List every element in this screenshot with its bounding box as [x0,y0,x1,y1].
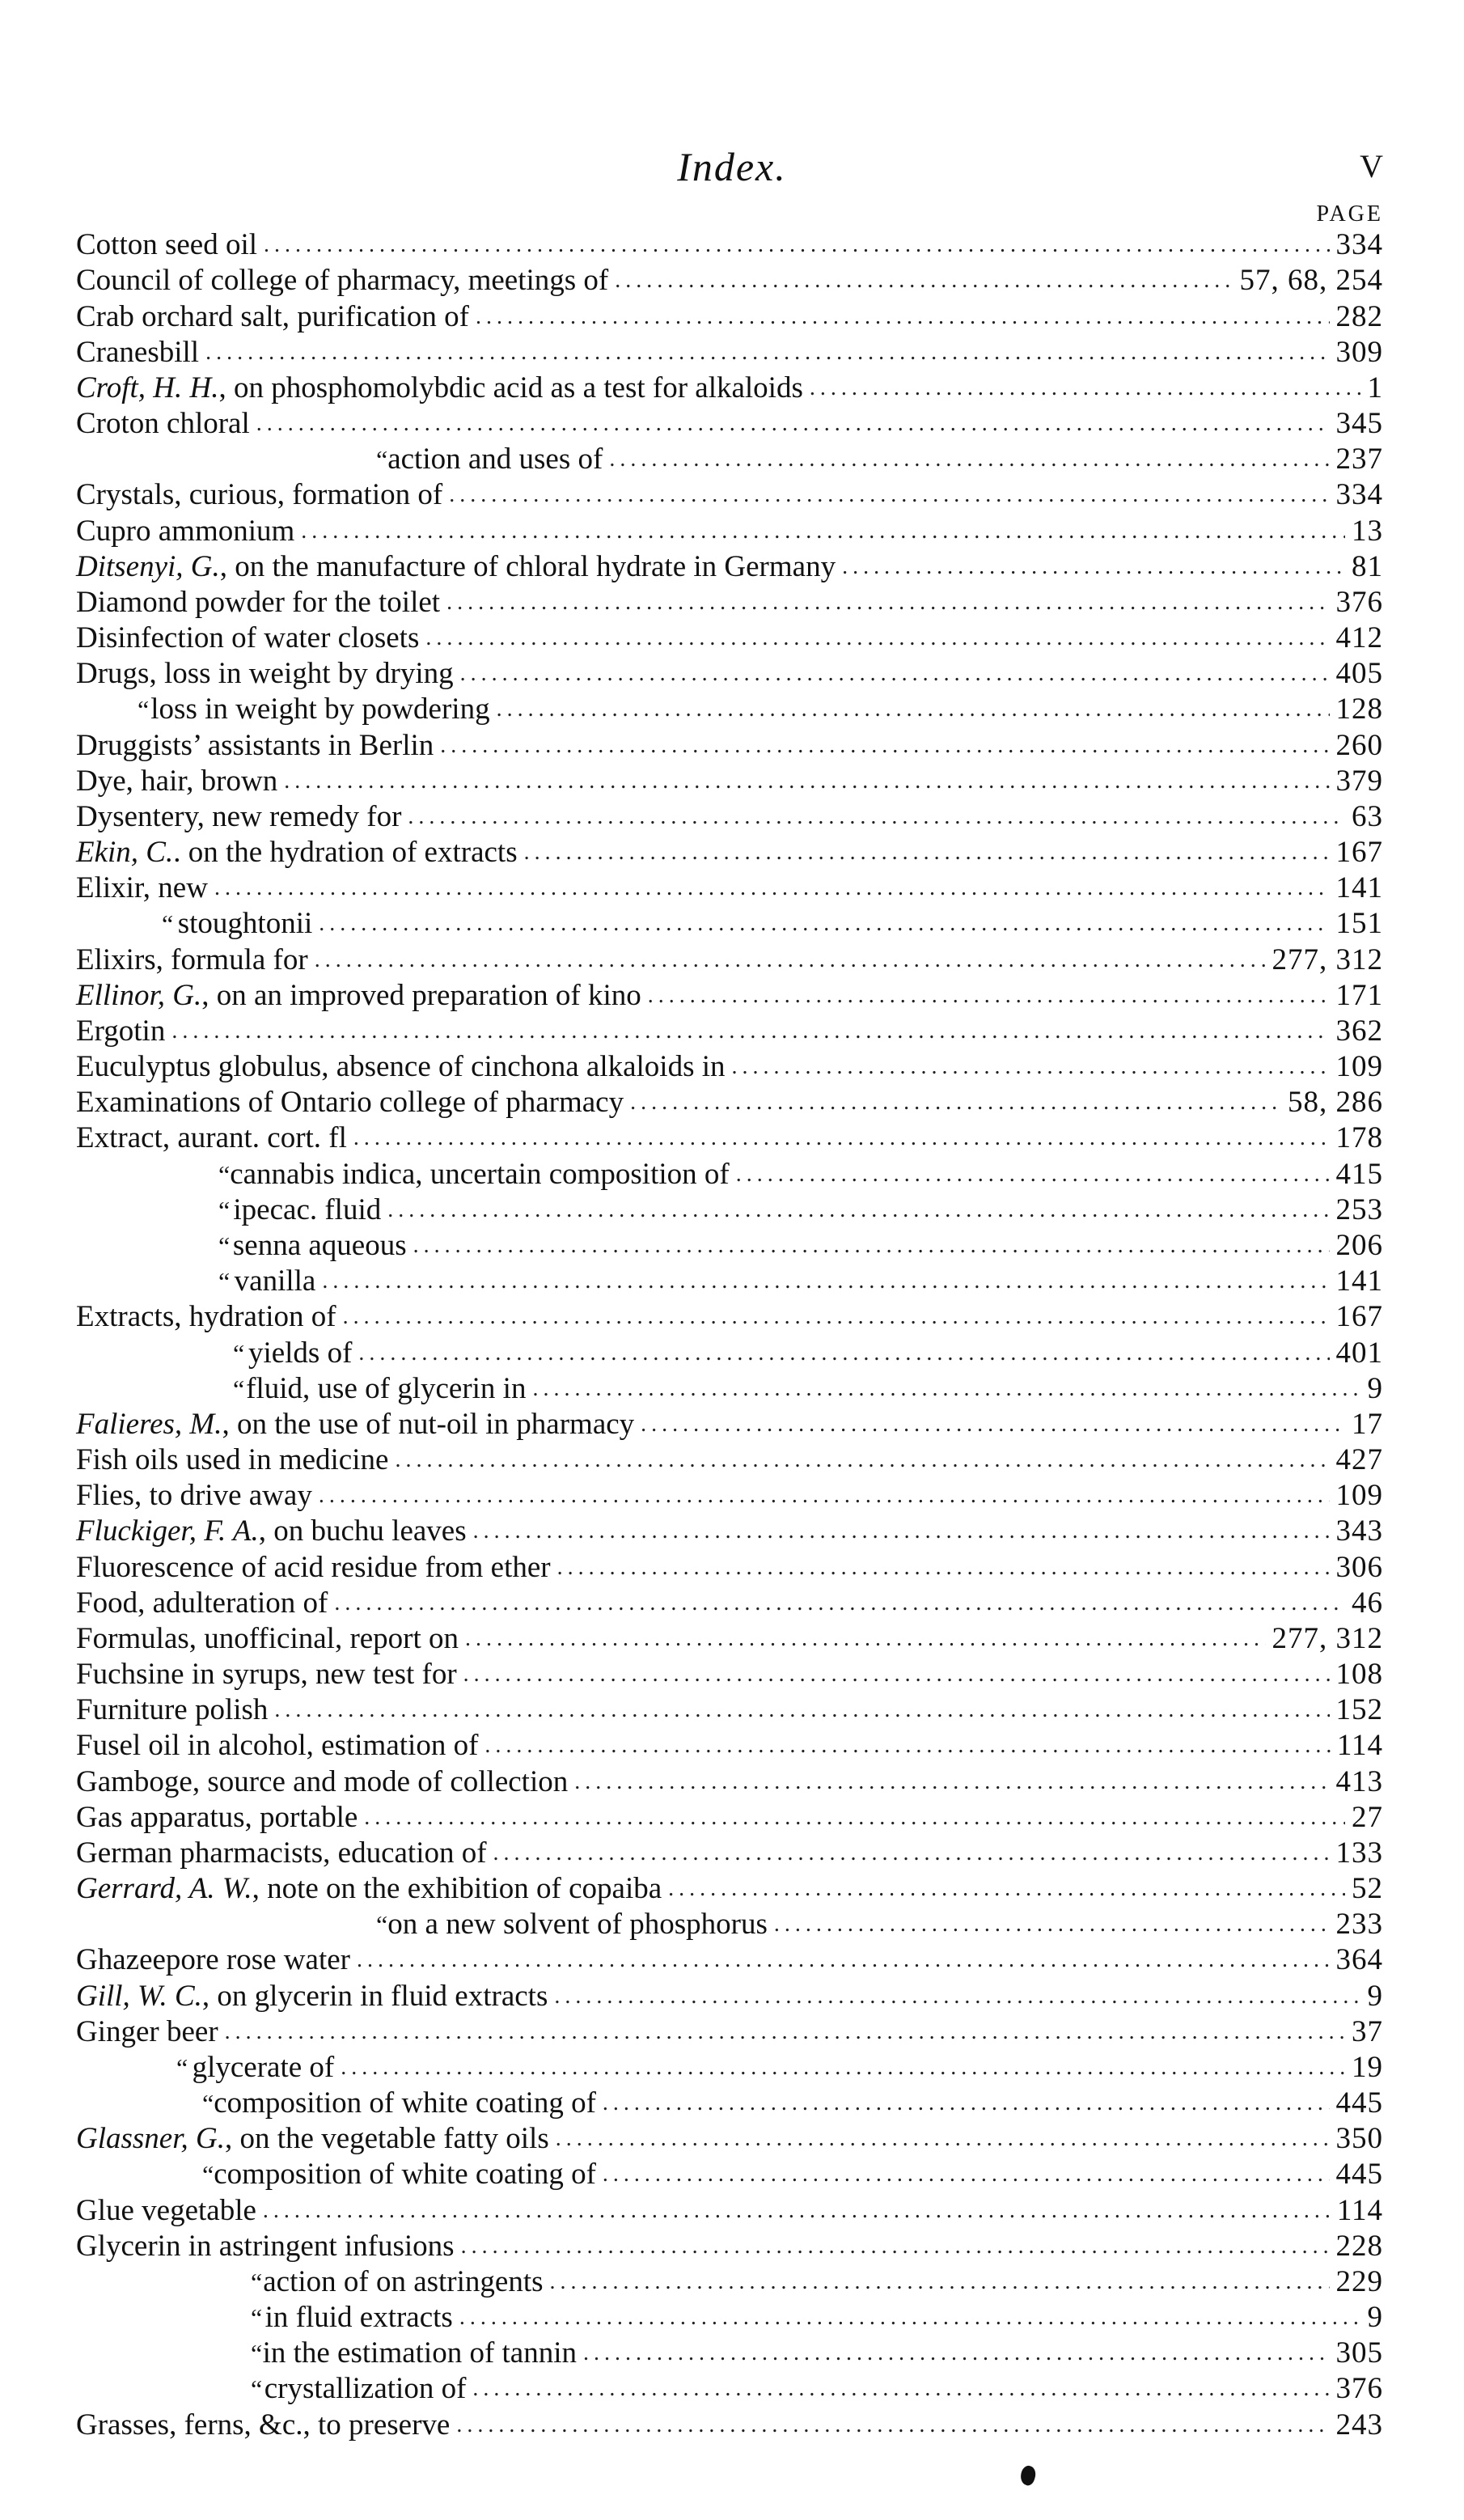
dot-leader [609,442,1329,477]
entry-text: Flies, to drive away [76,1479,312,1513]
entry-page-numbers: 350 [1335,2122,1383,2156]
dot-leader [472,2371,1329,2407]
index-entry [0,1407,1383,1442]
dot-leader [171,1014,1329,1049]
dot-leader [395,1442,1329,1478]
page-column-heading: PAGE [1316,201,1383,227]
dot-leader [264,227,1329,263]
entry-page-numbers: 412 [1335,621,1383,655]
entry-page-numbers: 152 [1335,1693,1383,1727]
entry-author-name: Fluckiger, F. A. [76,1514,259,1548]
entry-page-numbers: 37 [1352,2014,1383,2048]
entry-page-numbers: 376 [1335,2372,1383,2406]
entry-text: Elixir, new [76,871,208,905]
entry-page-numbers: 114 [1336,2193,1383,2227]
entry-text: in the estimation of tannin [262,2336,578,2370]
index-entry [0,799,1383,835]
dot-leader [256,406,1330,442]
dot-leader [736,1157,1330,1192]
entry-text: , on glycerin in fluid extracts [201,1979,548,2013]
dot-leader [774,1907,1330,1942]
dot-leader [615,263,1233,299]
entry-page-numbers: 63 [1352,799,1383,833]
entry-text: Cupro ammonium [76,514,295,548]
index-entry [0,2192,1383,2228]
entry-page-numbers: 19 [1352,2050,1383,2084]
ditto-mark: “ [162,909,174,939]
index-entry [0,1692,1383,1728]
entry-text: , on the use of nut-oil in pharmacy [222,1407,635,1441]
ditto-mark: “ [218,1267,231,1297]
entry-text: Croton chloral [76,407,250,441]
index-entry [0,1478,1383,1514]
dot-leader [334,1586,1345,1621]
entry-text: Extract, aurant. cort. fl [76,1121,347,1155]
index-entry [0,1442,1383,1478]
index-entry [0,1764,1383,1799]
entry-text: Glue vegetable [76,2193,256,2227]
dot-leader [641,1407,1345,1442]
running-head [0,142,1464,191]
entry-page-numbers: 167 [1335,836,1383,870]
dot-leader [603,2157,1330,2192]
dot-leader [319,906,1329,942]
entry-page-numbers: 52 [1352,1872,1383,1906]
entry-page-numbers: 405 [1335,657,1383,691]
entry-author-name: Gerrard, A. W. [76,1872,252,1906]
entry-page-numbers: 243 [1335,2408,1383,2442]
entry-text: fluid, use of glycerin in [246,1371,527,1405]
entry-text: Grasses, ferns, &c., to preserve [76,2408,451,2442]
index-entry [0,1228,1383,1264]
index-entry [0,727,1383,763]
entry-text: , on buchu leaves [258,1514,467,1548]
entry-page-numbers: 9 [1367,1371,1383,1405]
entry-page-numbers: 401 [1335,1336,1383,1370]
index-entry [0,1264,1383,1299]
entry-text: Fuchsine in syrups, new test for [76,1658,457,1692]
dot-leader [408,799,1345,835]
ditto-mark: “ [376,445,388,475]
entry-text: Crab orchard salt, purification of [76,299,469,333]
index-entry [0,549,1383,585]
entry-text: Gamboge, source and mode of collection [76,1764,569,1798]
index-entry [0,1657,1383,1692]
index-entry [0,1514,1383,1549]
dot-leader [842,549,1345,585]
index-entry [0,656,1383,692]
entry-text: Gas apparatus, portable [76,1800,358,1834]
entry-text: Fusel oil in alcohol, estimation of [76,1729,479,1763]
index-entry [0,2086,1383,2121]
entry-page-numbers: 178 [1335,1121,1383,1155]
dot-leader [319,1478,1330,1514]
index-entry [0,870,1383,906]
entry-page-numbers: 260 [1335,728,1383,762]
index-entry [0,1192,1383,1228]
entry-page-numbers: 334 [1335,478,1383,512]
index-entry [0,2300,1383,2336]
entry-page-numbers: 364 [1335,1943,1383,1977]
entry-text: , note on the exhibition of copaiba [252,1872,662,1906]
index-entry [0,2407,1383,2442]
entry-text: Drugs, loss in weight by drying [76,657,454,691]
folio-number: V [1360,148,1383,184]
ditto-mark: “ [251,2374,263,2404]
dot-leader [459,2300,1361,2336]
dot-leader [493,1836,1330,1871]
entry-text: composition of white coating of [214,2086,596,2120]
entry-text: crystallization of [264,2372,467,2406]
entry-page-numbers: 306 [1335,1550,1383,1584]
index-entry [0,906,1383,942]
dot-leader [732,1049,1330,1085]
entry-text: stoughtonii [177,907,313,941]
dot-leader [446,585,1329,620]
entry-page-numbers: 413 [1335,1764,1383,1798]
entry-page-numbers: 9 [1367,2301,1383,2335]
dot-leader [274,1692,1329,1728]
dot-leader [205,335,1329,371]
entry-page-numbers: 109 [1335,1479,1383,1513]
entry-text: , on an improved preparation of kino [201,978,641,1012]
index-entry [0,1299,1383,1335]
entry-page-numbers: 151 [1335,907,1383,941]
index-entry [0,620,1383,656]
entry-text: Diamond powder for the toilet [76,585,441,619]
entry-text: yields of [248,1336,353,1370]
index-entry [0,227,1383,263]
dot-leader [668,1871,1345,1907]
entry-text: Ginger beer [76,2014,218,2048]
ditto-mark: “ [376,1910,388,1940]
dot-leader [322,1264,1329,1299]
entry-text: Euculyptus globulus, absence of cinchona alkaloids in [76,1050,726,1084]
index-entry [0,1942,1383,1978]
dot-leader [301,514,1345,549]
entry-text: vanilla [234,1264,316,1298]
ditto-mark: “ [138,695,150,725]
entry-page-numbers: 108 [1335,1658,1383,1692]
entry-text: , on the manufacture of chloral hydrate in Germany [219,549,836,583]
entry-text: Furniture polish [76,1693,269,1727]
entry-page-numbers: 427 [1335,1443,1383,1477]
entry-page-numbers: 171 [1335,978,1383,1012]
entry-text: Disinfection of water closets [76,621,420,655]
dot-leader [440,728,1329,764]
dot-leader [810,371,1361,406]
entry-text: action of on astringents [263,2264,544,2298]
entry-page-numbers: 309 [1335,335,1383,369]
dot-leader [263,2193,1331,2229]
index-entry [0,263,1383,299]
index-entry [0,477,1383,513]
dot-leader [413,1228,1330,1264]
entry-text: Elixirs, formula for [76,942,308,976]
dot-leader [603,2086,1330,2121]
dot-leader [358,1336,1329,1371]
entry-text: , on phosphomolybdic acid as a test for alkaloids [218,371,803,404]
entry-page-numbers: 282 [1335,299,1383,333]
entry-author-name: Glassner, G. [76,2122,225,2156]
entry-text: Fluorescence of acid residue from ether [76,1550,551,1584]
index-entry [0,335,1383,371]
index-entry [0,2264,1383,2300]
index-entry [0,1049,1383,1085]
entry-page-numbers: 376 [1335,585,1383,619]
entry-page-numbers: 133 [1335,1836,1383,1870]
entry-page-numbers: 46 [1352,1586,1383,1620]
ditto-mark: “ [233,1338,245,1368]
ditto-mark: “ [251,2303,263,2333]
index-entry [0,513,1383,548]
entry-page-numbers: 1 [1367,371,1383,404]
entry-page-numbers: 445 [1335,2158,1383,2192]
entry-text: Council of college of pharmacy, meetings of [76,264,609,298]
index-entry [0,585,1383,620]
index-entry [0,1014,1383,1049]
index-entry [0,406,1383,442]
index-entry [0,299,1383,334]
entry-page-numbers: 237 [1335,443,1383,476]
index-entry [0,371,1383,406]
entry-text: Cotton seed oil [76,228,258,262]
index-entry [0,1335,1383,1370]
dot-leader [465,1621,1265,1657]
entry-text: Extracts, hydration of [76,1300,336,1334]
index-entry [0,1978,1383,2014]
entry-author-name: Croft, H. H. [76,371,219,404]
entry-page-numbers: 233 [1335,1908,1383,1942]
dot-leader [353,1120,1330,1156]
index-entry [0,692,1383,727]
entry-page-numbers: 27 [1352,1800,1383,1834]
ditto-mark: “ [202,2160,214,2190]
entry-page-numbers: 109 [1335,1050,1383,1084]
entry-text: senna aqueous [232,1228,407,1262]
entry-text: Cranesbill [76,335,200,369]
ditto-mark: “ [176,2052,188,2082]
entry-page-numbers: 167 [1335,1300,1383,1334]
index-entry [0,1728,1383,1764]
index-entry [0,1156,1383,1192]
entry-page-numbers: 9 [1367,1979,1383,2013]
dot-leader [497,692,1330,727]
entry-text: German pharmacists, education of [76,1836,487,1870]
dot-leader [456,2408,1329,2443]
entry-text: Dysentery, new remedy for [76,799,402,833]
index-entry [0,2121,1383,2157]
index-entry [0,1371,1383,1407]
dot-leader [387,1192,1329,1228]
index-entry [0,1120,1383,1156]
dot-leader [343,1299,1330,1335]
entry-text: Druggists’ assistants in Berlin [76,728,434,762]
index-entry [0,1586,1383,1621]
entry-page-numbers: 345 [1335,407,1383,441]
ink-blot-mark [1018,2464,1039,2487]
index-entry [0,1871,1383,1907]
dot-leader [357,1942,1330,1978]
entry-page-numbers: 415 [1335,1157,1383,1191]
dot-leader [524,835,1330,870]
entry-text: Dye, hair, brown [76,764,278,798]
ditto-mark: “ [251,2267,263,2297]
index-entry [0,942,1383,977]
index-entry [0,1836,1383,1871]
entry-author-name: Ekin, C. [76,836,174,870]
dot-leader [556,2121,1330,2157]
entry-page-numbers: 228 [1335,2229,1383,2263]
entry-page-numbers: 81 [1352,549,1383,583]
entry-page-numbers: 17 [1352,1407,1383,1441]
index-entry [0,1800,1383,1836]
entry-author-name: Ditsenyi, G. [76,549,220,583]
index-entry [0,978,1383,1014]
ditto-mark: “ [218,1195,231,1225]
entry-page-numbers: 57, 68, 254 [1239,264,1383,298]
entry-page-numbers: 277, 312 [1271,1621,1383,1655]
dot-leader [463,1657,1330,1692]
index-entry [0,1621,1383,1657]
entry-text: . on the hydration of extracts [173,836,518,870]
ditto-mark: “ [251,2339,263,2369]
dot-leader [648,978,1330,1014]
ditto-mark: “ [218,1159,231,1189]
entry-page-numbers: 206 [1335,1228,1383,1262]
index-entry [0,2371,1383,2407]
entry-page-numbers: 128 [1335,692,1383,726]
entry-text: composition of white coating of [214,2158,596,2192]
dot-leader [557,1550,1330,1586]
entry-page-numbers: 277, 312 [1271,942,1383,976]
dot-leader [473,1514,1330,1549]
index-entry [0,2014,1383,2050]
dot-leader [476,299,1330,335]
index-entry [0,1549,1383,1585]
dot-leader [425,620,1329,656]
page-title: Index. [677,144,787,189]
index-entry [0,2050,1383,2086]
entry-page-numbers: 379 [1335,764,1383,798]
entry-page-numbers: 343 [1335,1514,1383,1548]
entry-author-name: Falieres, M. [76,1407,222,1441]
index-entry [0,764,1383,799]
index-entry [0,2336,1383,2371]
entry-text: Glycerin in astringent infusions [76,2229,455,2263]
entry-text: Ergotin [76,1014,166,1048]
dot-leader [364,1800,1345,1836]
dot-leader [284,764,1329,799]
dot-leader [583,2336,1329,2371]
index-entry [0,442,1383,477]
index-entry [0,1085,1383,1120]
entry-page-numbers: 229 [1335,2264,1383,2298]
entry-author-name: Gill, W. C. [76,1979,202,2013]
ditto-mark: “ [233,1374,245,1404]
entry-page-numbers: 141 [1335,1264,1383,1298]
dot-leader [574,1764,1329,1800]
entry-text: Crystals, curious, formation of [76,478,443,512]
index-entry [0,835,1383,870]
entry-page-numbers: 334 [1335,228,1383,262]
entry-page-numbers: 141 [1335,871,1383,905]
index-entry [0,2229,1383,2264]
entry-text: cannabis indica, uncertain composition of [230,1157,730,1191]
ditto-mark: “ [218,1230,231,1260]
entry-text: Ghazeepore rose water [76,1943,350,1977]
entry-page-numbers: 13 [1352,514,1383,548]
dot-leader [550,2264,1330,2300]
dot-leader [461,2229,1330,2264]
ditto-mark: “ [202,2089,214,2119]
dot-leader [341,2050,1345,2086]
entry-text: glycerate of [192,2050,335,2084]
index-entries [0,227,1464,2443]
entry-page-numbers: 445 [1335,2086,1383,2120]
entry-text: Examinations of Ontario college of pharmacy [76,1086,624,1120]
dot-leader [225,2014,1345,2050]
entry-text: Food, adulteration of [76,1586,328,1620]
entry-page-numbers: 305 [1335,2336,1383,2370]
entry-author-name: Ellinor, G. [76,978,202,1012]
entry-text: in fluid extracts [264,2301,453,2335]
index-entry [0,1907,1383,1942]
entry-text: loss in weight by powdering [150,692,490,726]
entry-text: on a new solvent of phosphorus [387,1908,768,1942]
entry-page-numbers: 253 [1335,1192,1383,1226]
entry-text: action and uses of [387,443,603,476]
entry-page-numbers: 114 [1336,1729,1383,1763]
index-entry [0,2157,1383,2192]
entry-text: Formulas, unofficinal, report on [76,1621,459,1655]
dot-leader [554,1979,1360,2014]
entry-page-numbers: 58, 286 [1288,1086,1383,1120]
dot-leader [532,1371,1360,1407]
dot-leader [630,1085,1281,1120]
dot-leader [484,1728,1330,1764]
dot-leader [449,477,1329,513]
entry-text: Fish oils used in medicine [76,1443,389,1477]
entry-text: , on the vegetable fatty oils [225,2122,549,2156]
dot-leader [460,656,1330,692]
dot-leader [214,870,1330,906]
dot-leader [315,942,1266,978]
entry-page-numbers: 362 [1335,1014,1383,1048]
entry-text: ipecac. fluid [233,1192,382,1226]
